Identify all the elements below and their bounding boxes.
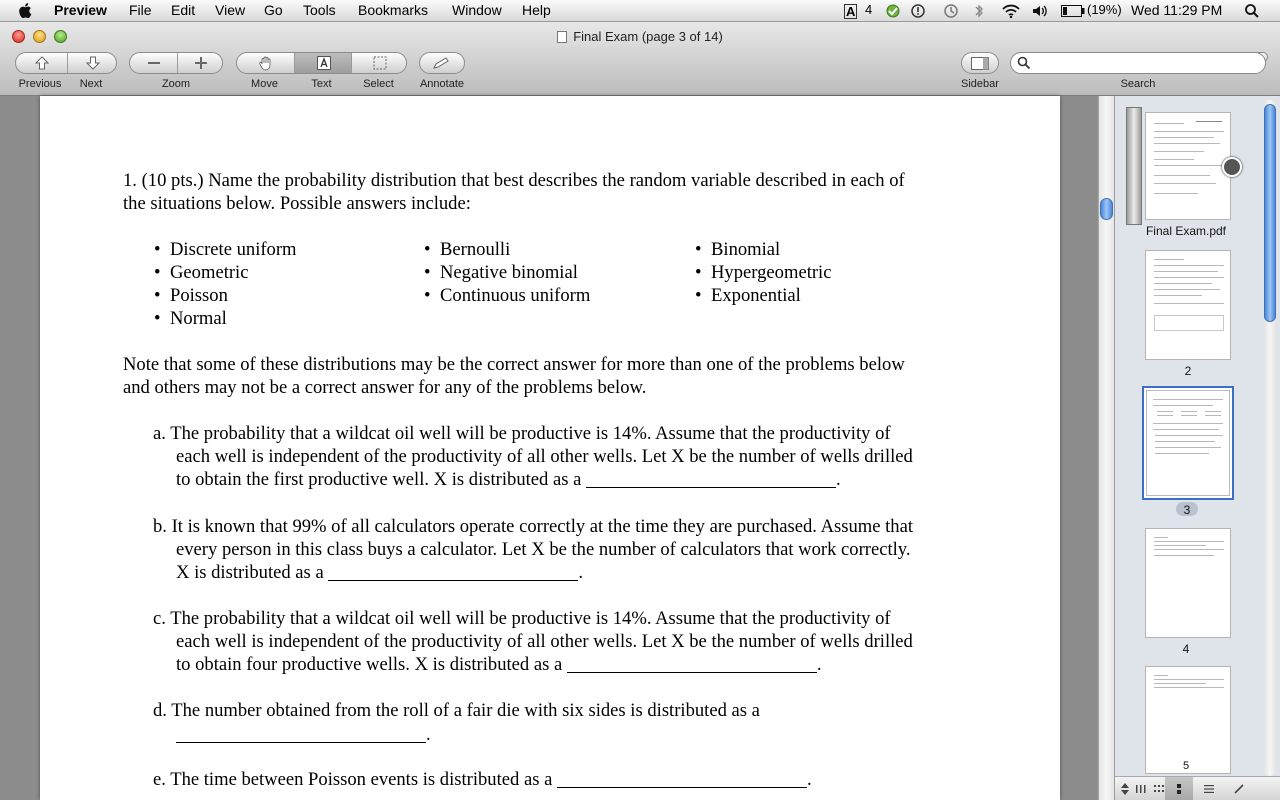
annotate-button[interactable] <box>419 52 465 74</box>
input-indicator[interactable]: 4 <box>865 2 873 17</box>
option-geometric: • Geometric <box>170 262 248 284</box>
option-negative-binomial: • Negative binomial <box>440 262 578 284</box>
question-a-line-3: to obtain the first productive well. X is distributed as a . <box>176 469 841 490</box>
question-d-line-2: . <box>176 724 431 746</box>
text-label: Text <box>311 78 332 90</box>
zoom-control <box>129 52 223 74</box>
thumbnail-caption-page-2: 2 <box>1184 364 1192 378</box>
question-e-line-1: e. The time between Poisson events is distributed as a . <box>153 769 812 790</box>
note-line-2: and others may not be a correct answer for any of the problems below. <box>123 377 647 398</box>
alert-icon[interactable] <box>910 3 926 19</box>
question-c-line-3: to obtain four productive wells. X is distributed as a . <box>176 654 822 675</box>
thumbnail-page-4[interactable] <box>1145 528 1231 638</box>
question-a-line-2: each well is independent of the productivity of all other wells. Let X be the number of wells drilled <box>176 446 913 467</box>
search-icon <box>1017 56 1031 70</box>
thumbnail-caption-page-5: 5 <box>1182 760 1190 772</box>
note-line-1: Note that some of these distributions may be the correct answer for more than one of the problems below <box>123 354 905 375</box>
sidebar-label: Sidebar <box>961 78 999 90</box>
spotlight-search-icon[interactable] <box>1244 3 1260 19</box>
search-field[interactable] <box>1010 52 1266 74</box>
menu-tools[interactable]: Tools <box>303 2 336 18</box>
search-input[interactable] <box>1035 55 1263 73</box>
arrow-up-icon <box>35 56 49 70</box>
grid-view-icon[interactable] <box>1153 784 1165 794</box>
annotate-label: Annotate <box>419 78 465 90</box>
option-discrete-uniform: • Discrete uniform <box>170 239 297 261</box>
thumbnail-view-icon <box>1175 783 1183 795</box>
column-view-icon[interactable] <box>1135 784 1147 794</box>
document-view[interactable] <box>0 96 1098 800</box>
hand-icon <box>258 55 274 71</box>
option-normal: • Normal <box>170 308 227 330</box>
text-tool-button[interactable] <box>294 53 352 73</box>
plus-icon <box>194 56 208 70</box>
pdf-page <box>40 96 1060 800</box>
window-toolbar <box>0 22 1280 96</box>
scroll-arrows-icon[interactable] <box>1121 783 1129 795</box>
wifi-icon[interactable] <box>1001 3 1021 19</box>
thumbnail-caption-page-3: 3 <box>1183 503 1191 517</box>
rotate-icon[interactable] <box>1222 157 1242 177</box>
question-c-line-1: c. The probability that a wildcat oil well will be productive is 14%. Assume that the productivity of <box>153 608 891 629</box>
menu-go[interactable]: Go <box>264 2 283 18</box>
thumbnail-caption-page-4: 4 <box>1182 642 1190 656</box>
sidebar-bottom-bar <box>1115 776 1280 800</box>
option-binomial: • Binomial <box>711 239 780 261</box>
question-b-line-2: every person in this class buys a calculator. Let X be the number of calculators that work correctly. <box>176 539 911 560</box>
answer-blank-a <box>586 471 836 488</box>
thumbnail-page-2[interactable] <box>1145 250 1231 360</box>
thumbnail-page-5[interactable] <box>1145 666 1231 774</box>
resize-handle-icon[interactable] <box>1233 783 1245 795</box>
marquee-select-icon <box>372 55 388 71</box>
input-menu-icon[interactable]: A <box>846 4 856 19</box>
window-title: Final Exam (page 3 of 14) <box>0 29 1280 44</box>
option-hypergeometric: • Hypergeometric <box>711 262 831 284</box>
apple-menu-icon[interactable] <box>18 3 32 18</box>
menu-edit[interactable]: Edit <box>171 2 196 18</box>
zoom-in-button[interactable] <box>177 53 224 73</box>
menu-file[interactable]: File <box>129 2 152 18</box>
question-c-line-2: each well is independent of the productivity of all other wells. Let X be the number of wells drilled <box>176 631 913 652</box>
zoom-label: Zoom <box>161 78 191 90</box>
document-icon <box>557 31 567 43</box>
search-label: Search <box>1120 78 1156 90</box>
list-view-icon[interactable] <box>1203 784 1215 794</box>
sidebar-toggle-button[interactable] <box>961 52 999 74</box>
battery-percent[interactable]: (19%) <box>1087 2 1122 17</box>
bluetooth-icon[interactable] <box>974 3 984 19</box>
question-intro-line-2: the situations below. Possible answers include: <box>123 193 471 214</box>
question-b-line-3: X is distributed as a . <box>176 562 584 583</box>
document-scroll-thumb[interactable] <box>1100 198 1113 220</box>
document-stack-edge <box>1126 107 1142 225</box>
tool-mode-control <box>236 52 407 74</box>
clock[interactable]: Wed 11:29 PM <box>1131 2 1223 18</box>
zoom-out-button[interactable] <box>130 53 177 73</box>
answer-blank-d <box>176 726 426 743</box>
select-label: Select <box>363 78 394 90</box>
sidebar-scroll-thumb[interactable] <box>1264 104 1276 322</box>
next-label: Next <box>79 78 103 90</box>
option-exponential: • Exponential <box>711 285 801 307</box>
volume-icon[interactable] <box>1031 3 1049 19</box>
time-machine-icon[interactable] <box>942 3 960 19</box>
battery-icon[interactable] <box>1061 5 1085 17</box>
app-menu-preview[interactable]: Preview <box>54 2 107 18</box>
previous-label: Previous <box>18 78 62 90</box>
thumbnail-caption-document: Final Exam.pdf <box>1145 224 1227 238</box>
thumbnail-page-3[interactable] <box>1142 386 1234 500</box>
question-intro-line-1: 1. (10 pts.) Name the probability distribution that best describes the random variable described in each of <box>123 170 905 191</box>
arrow-down-icon <box>86 56 100 70</box>
move-tool-button[interactable] <box>237 53 294 73</box>
prev-next-control <box>15 52 117 74</box>
sidebar-icon <box>971 57 989 70</box>
question-d-line-1: d. The number obtained from the roll of a fair die with six sides is distributed as a <box>153 700 760 721</box>
menu-window[interactable]: Window <box>452 2 502 18</box>
menu-bookmarks[interactable]: Bookmarks <box>358 2 429 18</box>
option-continuous-uniform: • Continuous uniform <box>440 285 590 307</box>
answer-blank-c <box>567 656 817 673</box>
menu-bar <box>0 0 1280 22</box>
answer-blank-e <box>557 771 807 788</box>
sidebar-scrollbar[interactable] <box>1263 100 1277 776</box>
thumbnail-view-button[interactable] <box>1165 777 1193 800</box>
previous-button[interactable] <box>16 53 67 73</box>
answer-blank-b <box>328 564 578 581</box>
text-select-icon <box>316 55 332 71</box>
menu-view[interactable]: View <box>215 2 246 18</box>
thumbnail-sidebar <box>1114 96 1280 800</box>
thumbnail-document[interactable] <box>1145 112 1231 220</box>
menu-help[interactable]: Help <box>522 2 551 18</box>
pencil-icon <box>432 56 452 70</box>
select-tool-button[interactable] <box>351 53 408 73</box>
question-a-line-1: a. The probability that a wildcat oil well will be productive is 14%. Assume that the productivity of <box>153 423 891 444</box>
option-bernoulli: • Bernoulli <box>440 239 510 261</box>
question-b-line-1: b. It is known that 99% of all calculators operate correctly at the time they are purchased. Assume that <box>153 516 914 537</box>
minus-icon <box>147 56 161 70</box>
option-poisson: • Poisson <box>170 285 228 307</box>
document-scrollbar[interactable] <box>1098 96 1114 800</box>
next-button[interactable] <box>67 53 118 73</box>
sync-status-icon[interactable] <box>884 3 902 19</box>
move-label: Move <box>251 78 278 90</box>
